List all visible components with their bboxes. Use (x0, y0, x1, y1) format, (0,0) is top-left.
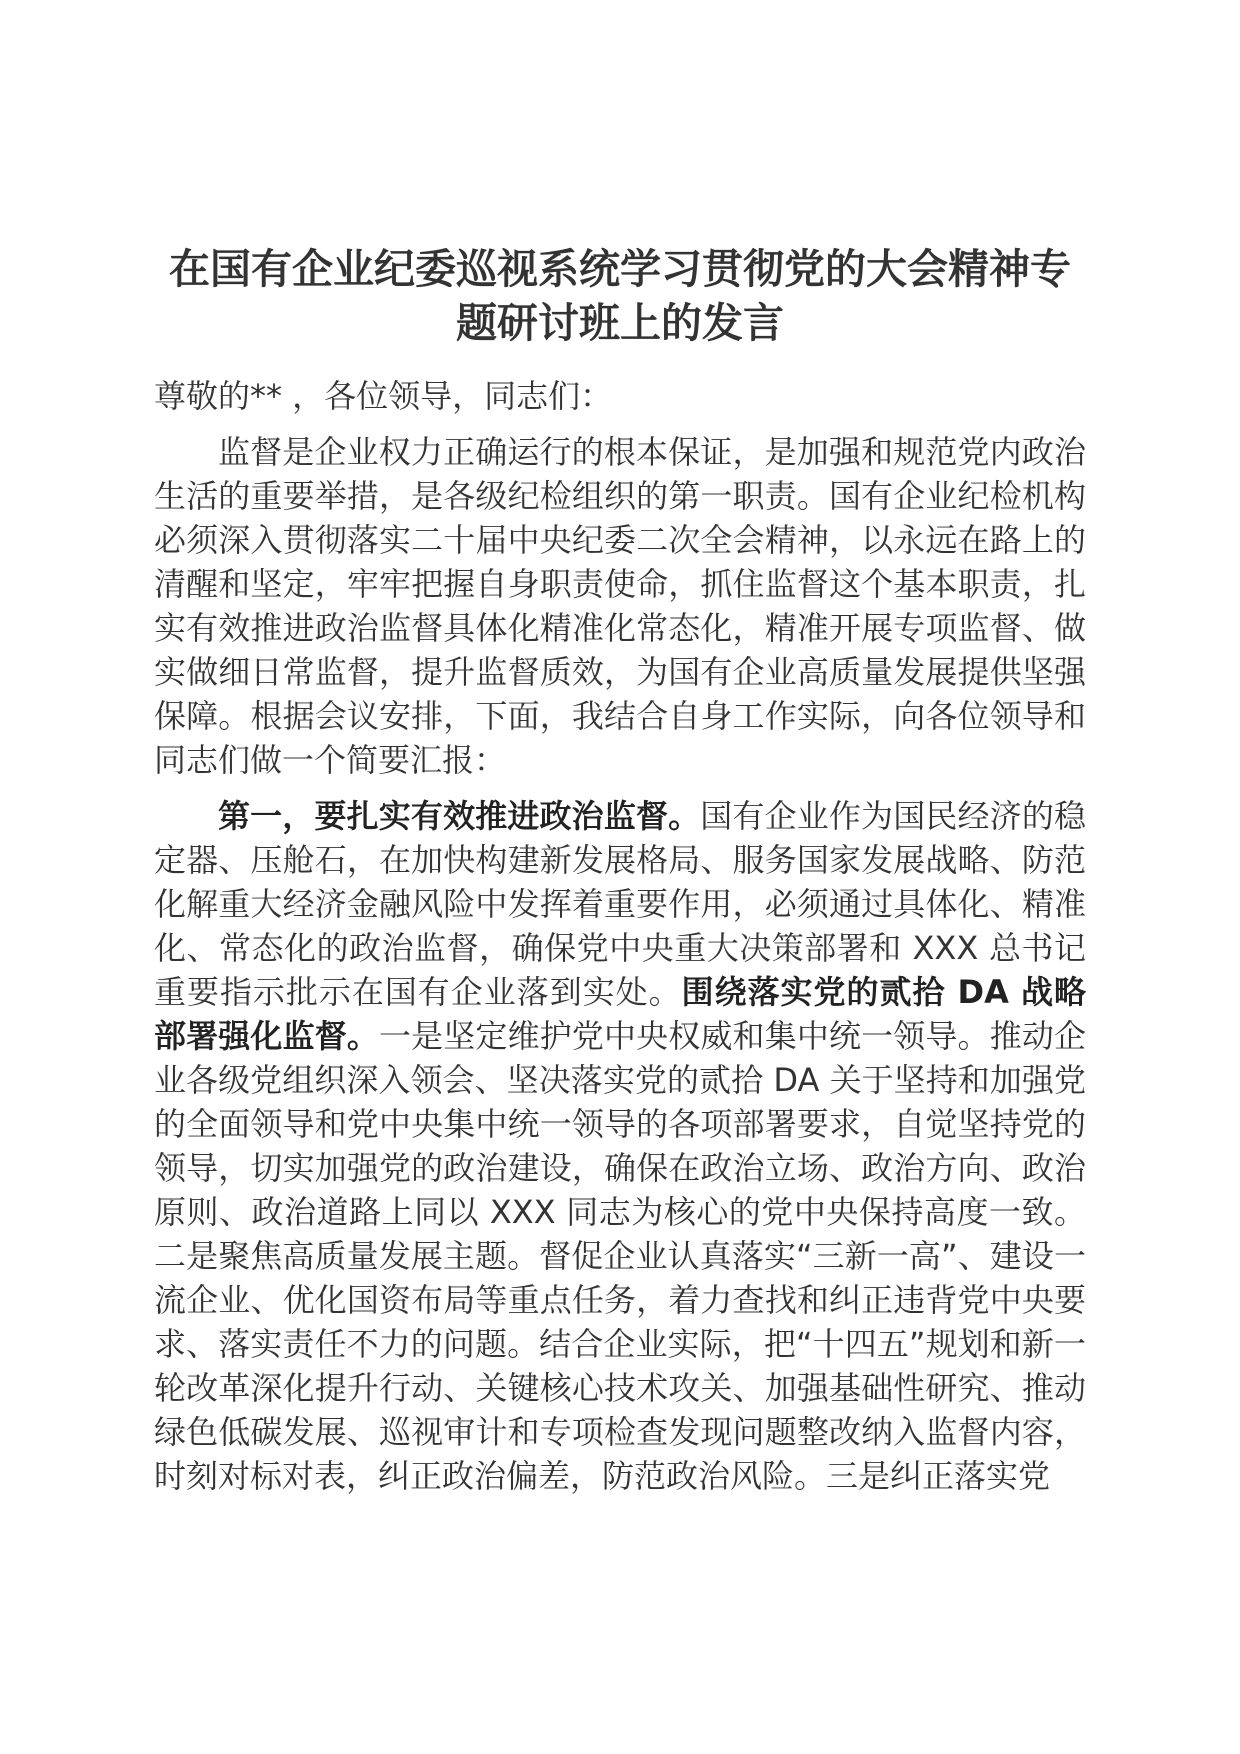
paragraph-heading: 第一，要扎实有效推进政治监督。 (218, 797, 701, 835)
paragraph-subheading: 围绕落实党的贰拾 DA 战略部署强化监督。 (154, 973, 1086, 1055)
paragraph-text-a: 国有企业作为国民经济的稳定器、压舱石，在加快构建新发展格局、服务国家发展战略、防范化解重大经济金融风险中发挥着重要作用，必须通过具体化、精准化、常态化的政治监督，确保党中央重大决策部署和 XXX 总书记重要指示批示在国有企业落到实处。 (154, 797, 1086, 1011)
document-title: 在国有企业纪委巡视系统学习贯彻党的大会精神专题研讨班上的发言 (169, 245, 1071, 347)
paragraph-intro: 监督是企业权力正确运行的根本保证，是加强和规范党内政治生活的重要举措，是各级纪检组织的第一职责。国有企业纪检机构必须深入贯彻落实二十届中央纪委二次全会精神，以永远在路上的清醒和坚定，牢牢把握自身职责使命，抓住监督这个基本职责，扎实有效推进政治监督具体化精准化常态化，精准开展专项监督、做实做细日常监督，提升监督质效，为国有企业高质量发展提供坚强保障。根据会议安排，下面，我结合自身工作实际，向各位领导和同志们做一个简要汇报： (154, 433, 1086, 779)
salutation: 尊敬的** ，各位领导，同志们： (154, 377, 613, 415)
paragraph-political-supervision (154, 794, 1086, 1498)
document-body (154, 374, 1086, 1510)
paragraph-text-b: 一是坚定维护党中央权威和集中统一领导。推动企业各级党组织深入领会、坚决落实党的贰拾 DA 关于坚持和加强党的全面领导和党中央集中统一领导的各项部署要求，自觉坚持党的领导，切实加强党的政治建设，确保在政治立场、政治方向、政治原则、政治道路上同以 XXX 同志为核心的党中央保持高度一致。二是聚焦高质量发展主题。督促企业认真落实“三新一高”、建设一流企业、优化国资布局等重点任务，着力查找和纠正违背党中央要求、落实责任不力的问题。结合企业实际，把“十四五”规划和新一轮改革深化提升行动、关键核心技术攻关、加强基础性研究、推动绿色低碳发展、巡视审计和专项检查发现问题整改纳入监督内容，时刻对标对表，纠正政治偏差，防范政治风险。三是纠正落实党 (154, 1017, 1086, 1495)
